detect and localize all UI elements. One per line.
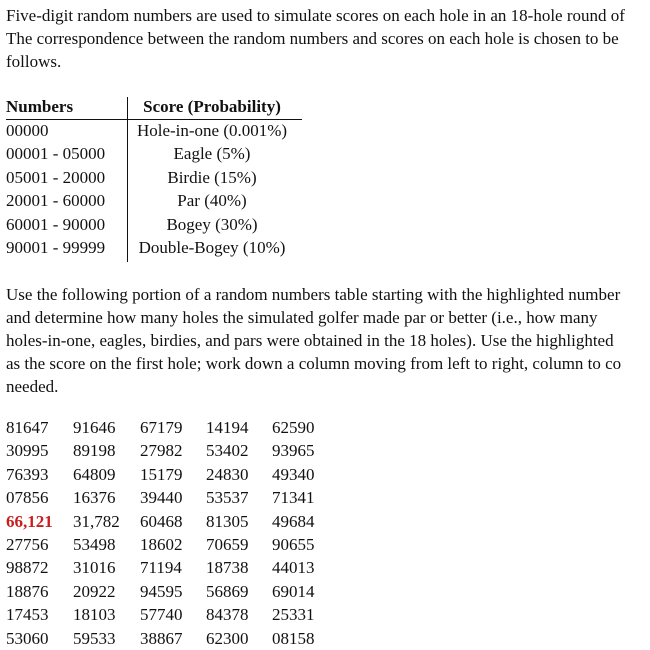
random-number-cell: 62590 <box>272 418 315 437</box>
random-number-cell: 25331 <box>272 605 315 625</box>
instructions-paragraph <box>6 283 650 398</box>
random-number-cell: 15179 <box>140 464 183 484</box>
random-number-cell: 94595 <box>140 581 183 601</box>
random-number-cell: 18103 <box>73 605 116 625</box>
random-number-cell: 44013 <box>272 558 315 578</box>
instruction-line: as the score on the first hole; work down a column moving from left to right, column to co <box>6 354 622 373</box>
highlighted-random-number: 66,121 <box>6 511 53 531</box>
random-number-cell: 62300 <box>206 628 249 648</box>
instruction-line: Use the following portion of a random numbers table starting with the highlighted number <box>6 285 621 304</box>
random-number-cell: 84378 <box>206 605 249 625</box>
random-number-cell: 07856 <box>6 488 49 508</box>
random-number-cell: 18738 <box>206 558 249 578</box>
random-number-cell: 08158 <box>272 628 315 648</box>
random-number-cell: 70659 <box>206 534 249 554</box>
random-number-cell: 24830 <box>206 464 249 484</box>
random-number-cell: 39440 <box>140 488 183 508</box>
table-row <box>6 189 302 213</box>
instruction-line: needed. <box>6 377 59 396</box>
range-cell: 00001 - 05000 <box>6 144 106 163</box>
header-numbers: Numbers <box>6 97 74 116</box>
random-number-cell: 69014 <box>272 581 315 601</box>
table-row <box>6 213 302 237</box>
random-number-cell: 90655 <box>272 534 315 554</box>
random-number-cell: 71194 <box>140 558 182 578</box>
random-number-cell: 64809 <box>73 464 116 484</box>
range-cell: 60001 - 90000 <box>6 214 106 234</box>
range-cell: 05001 - 20000 <box>6 167 106 187</box>
random-number-cell: 81647 <box>6 418 49 437</box>
intro-line: follows. <box>6 52 62 71</box>
random-number-cell: 53060 <box>6 628 49 648</box>
random-number-cell: 91646 <box>73 418 116 437</box>
table-row <box>6 142 302 166</box>
table-row <box>6 236 302 260</box>
random-number-cell: 53402 <box>206 441 249 461</box>
random-number-cell: 53498 <box>73 534 116 554</box>
intro-paragraph <box>6 4 650 73</box>
score-cell: Bogey (30%) <box>166 214 258 234</box>
random-number-cell: 27982 <box>140 441 183 461</box>
score-cell: Double-Bogey (10%) <box>138 238 286 257</box>
intro-line: Five-digit random numbers are used to simulate scores on each hole in an 18-hole round of <box>6 6 625 25</box>
score-correspondence-table <box>6 95 302 260</box>
score-cell: Eagle (5%) <box>173 144 251 163</box>
random-number-cell: 76393 <box>6 464 49 484</box>
random-number-cell: 57740 <box>140 605 183 625</box>
random-number-cell: 67179 <box>140 418 183 437</box>
header-score: Score (Probability) <box>143 97 281 116</box>
range-cell: 20001 - 60000 <box>6 191 106 210</box>
random-number-cell: 17453 <box>6 605 49 625</box>
random-number-cell: 71341 <box>272 488 315 508</box>
score-cell: Hole-in-one (0.001%) <box>136 120 288 140</box>
random-number-cell: 18876 <box>6 581 49 601</box>
random-number-cell: 27756 <box>6 534 49 554</box>
table-row <box>6 119 302 143</box>
range-cell: 00000 <box>6 120 49 140</box>
instruction-line: and determine how many holes the simulated golfer made par or better (i.e., how many <box>6 308 598 327</box>
random-number-cell: 20922 <box>73 581 116 601</box>
instruction-line: holes-in-one, eagles, birdies, and pars were obtained in the 18 holes). Use the highlighted <box>6 331 614 350</box>
random-number-cell: 18602 <box>140 534 183 554</box>
random-number-cell: 14194 <box>206 418 249 437</box>
random-number-cell: 59533 <box>73 628 116 648</box>
random-number-cell: 38867 <box>140 628 183 648</box>
table-row <box>6 166 302 190</box>
random-number-cell: 31016 <box>73 558 116 578</box>
random-number-cell: 89198 <box>73 441 116 461</box>
random-number-cell: 60468 <box>140 511 183 531</box>
random-number-cell: 53537 <box>206 488 249 508</box>
random-number-cell: 49340 <box>272 464 315 484</box>
random-number-cell: 16376 <box>73 488 116 508</box>
random-number-cell: 49684 <box>272 511 315 531</box>
random-number-cell: 31,782 <box>73 511 120 531</box>
table-header-row <box>6 95 302 119</box>
random-number-cell: 56869 <box>206 581 249 601</box>
random-number-cell: 98872 <box>6 558 49 578</box>
score-cell: Par (40%) <box>177 191 247 210</box>
intro-line: The correspondence between the random numbers and scores on each hole is chosen to be <box>6 29 619 48</box>
random-number-cell: 30995 <box>6 441 49 461</box>
random-number-cell: 81305 <box>206 511 249 531</box>
score-cell: Birdie (15%) <box>167 167 257 187</box>
random-number-cell: 93965 <box>272 441 315 461</box>
range-cell: 90001 - 99999 <box>6 238 106 257</box>
